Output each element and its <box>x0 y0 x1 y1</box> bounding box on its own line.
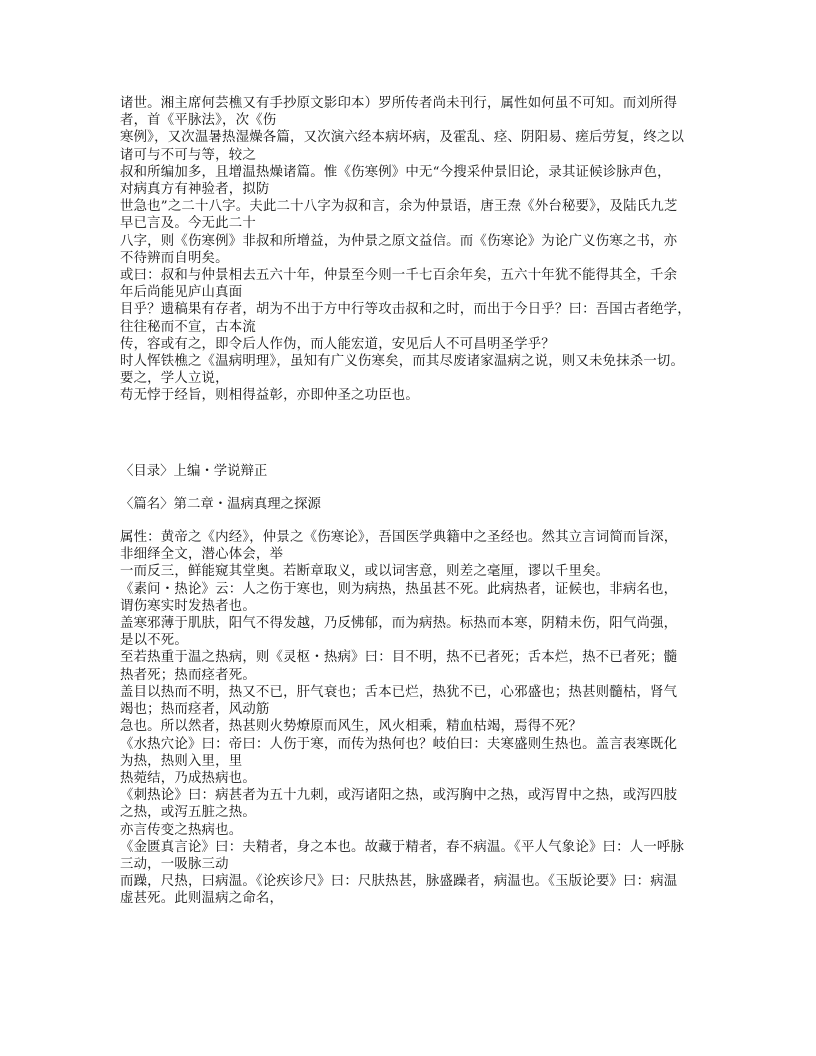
text-line: 不待辨而自明矣。 <box>120 250 229 266</box>
section-a <box>120 95 705 405</box>
text-line: 八字，则《伤寒例》非叔和所增益，为仲景之原文益信。而《伤寒论》为论广义伤寒之书，亦 <box>120 233 678 249</box>
spacer <box>120 513 705 529</box>
text-line: 《金匮真言论》曰：夫精者，身之本也。故藏于精者，春不病温。《平人气象论》曰：人一呼脉 <box>120 839 685 855</box>
document-page <box>120 95 705 908</box>
text-line: 为热，热则入里，里 <box>120 753 243 769</box>
spacer <box>120 405 705 463</box>
text-line: 谓伤寒实时发热者也。 <box>120 598 256 614</box>
text-line: 竭也；热而痉者，风动筋 <box>120 702 270 718</box>
text-line: 时人恽铁樵之《温病明理》，虽知有广义伤寒矣，而其尽废诸家温病之说，则又未免抹杀一切。 <box>120 354 685 370</box>
text-line: 者，首《平脉法》，次《伤 <box>120 113 277 129</box>
text-line: 虚甚死。此则温病之命名， <box>120 891 284 907</box>
section-b <box>120 529 705 907</box>
text-line: 热菀结，乃成热病也。 <box>120 770 256 786</box>
text-line: 三动，一吸脉三动 <box>120 856 229 872</box>
text-line: 要之，学人立说， <box>120 371 229 387</box>
toc-heading: 〈目录〉上编・学说辩正 <box>120 463 268 479</box>
text-line: 诸世。湘主席何芸樵又有手抄原文影印本）罗所传者尚未刊行，属性如何虽不可知。而刘所得 <box>120 96 678 111</box>
text-line: 诸可与不可与等，较之 <box>120 147 256 163</box>
text-line: 世急也”之二十八字。夫此二十八字为叔和言，余为仲景语，唐王焘《外台秘要》，及陆氏九芝 <box>120 199 678 215</box>
chapter-heading: 〈篇名〉第二章・温病真理之探源 <box>120 496 321 512</box>
text-line: 或曰：叔和与仲景相去五六十年，仲景至今则一千七百余年矣，五六十年犹不能得其全，千余 <box>120 268 678 284</box>
text-line: 盖寒邪薄于肌肤，阳气不得发越，乃反怫郁，而为病热。标热而本寒，阴精未伤，阳气尚强， <box>120 616 678 632</box>
text-line: 《素问・热论》云：人之伤于寒也，则为病热，热虽甚不死。此病热者，证候也，非病名也， <box>120 581 678 597</box>
text-line: 是以不死。 <box>120 633 188 649</box>
text-line: 《水热穴论》曰：帝曰：人伤于寒，而传为热何也？岐伯曰：夫寒盛则生热也。盖言表寒既化 <box>120 736 678 752</box>
text-line: 目乎？遗稿果有存者，胡为不出于方中行等攻击叔和之时，而出于今日乎？曰：吾国古者绝学， <box>120 302 691 318</box>
text-line: 传，容或有之，即令后人作伪，而人能宏道，安见后人不可昌明圣学乎？ <box>120 336 555 352</box>
text-line: 早已言及。今无此二十 <box>120 216 256 232</box>
text-line: 急也。所以然者，热甚则火势燎原而风生，风火相乘，精血枯竭，焉得不死？ <box>120 719 583 735</box>
text-line: 《刺热论》曰：病甚者为五十九刺，或泻诸阳之热，或泻胸中之热，或泻胃中之热，或泻四肢 <box>120 788 678 804</box>
text-line: 叔和所编加多，且增温热燥诸篇。惟《伤寒例》中无“今搜采仲景旧论，录其证候诊脉声色， <box>120 164 671 180</box>
text-line: 一而反三，鲜能窥其堂奥。若断章取义，或以词害意，则差之毫厘，谬以千里矣。 <box>120 564 610 580</box>
text-line: 盖目以热而不明，热又不已，肝气衰也；舌本已烂，热犹不已，心邪盛也；热甚则髓枯，肾气 <box>120 684 678 700</box>
text-line: 而躁，尺热，曰病温。《论疾诊尺》曰：尺肤热甚，脉盛躁者，病温也。《玉版论要》曰：病温 <box>120 874 678 890</box>
text-line: 亦言传变之热病也。 <box>120 822 243 838</box>
text-line: 往往秘而不宣，古本流 <box>120 319 256 335</box>
text-line: 至若热重于温之热病，则《灵枢・热病》曰：目不明，热不已者死；舌本烂，热不已者死；髓 <box>120 650 678 666</box>
text-line: 对病真方有神验者，拟防 <box>120 182 270 198</box>
text-line: 之热，或泻五脏之热。 <box>120 805 256 821</box>
spacer <box>120 480 705 496</box>
text-line: 热者死；热而痉者死。 <box>120 667 256 683</box>
text-line: 属性：黄帝之《内经》，仲景之《伤寒论》，吾国医学典籍中之圣经也。然其立言词简而旨深， <box>120 530 678 546</box>
text-line: 寒例》，又次温暑热湿燥各篇，又次演六经本病坏病，及霍乱、痉、阴阳易、瘥后劳复，终之以 <box>120 130 685 146</box>
text-line: 年后尚能见庐山真面 <box>120 285 243 301</box>
text-line: 非细绎全文，潜心体会，举 <box>120 547 284 563</box>
text-line: 苟无悖于经旨，则相得益彰，亦即仲圣之功臣也。 <box>120 388 419 404</box>
